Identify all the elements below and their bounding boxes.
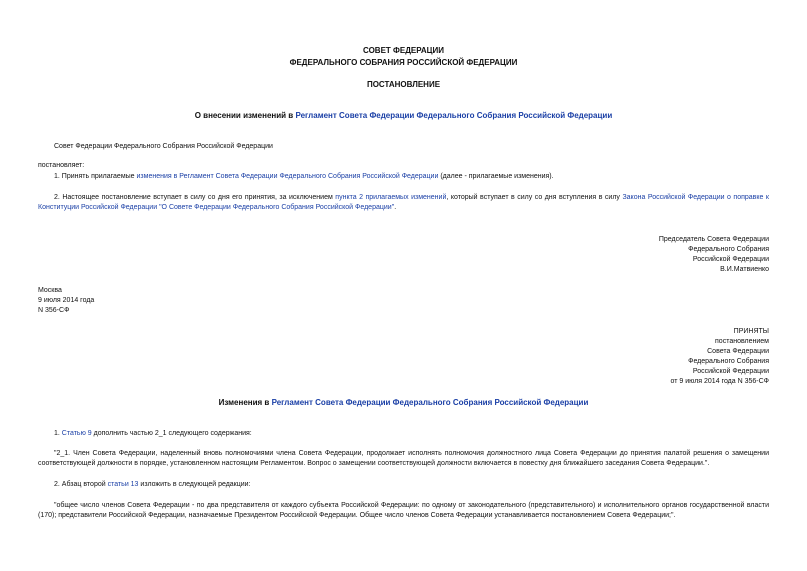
adopted-line-6: от 9 июля 2014 года N 356-СФ [670, 378, 769, 385]
signature-position-2: Федерального Собрания [688, 246, 769, 253]
place-date: 9 июля 2014 года [38, 297, 95, 304]
quote-1: "2_1. Член Совета Федерации, наделенный вновь полномочиями члена Совета Федерации, продолжает исполнять полномочия должностного лица Совета Федерации до принятия палатой решения о замещении соответствующей должности в порядке, установленном настоящим Регламентом. Вопрос о замещении соответствующей должности включается в повестку дня ближайшего заседания Совета Федерации.". [38, 450, 769, 467]
change-item-1: 1. Статью 9 дополнить частью 2_1 следующего содержания: [54, 430, 252, 437]
place-city: Москва [38, 287, 62, 294]
header-council: СОВЕТ ФЕДЕРАЦИИ [363, 46, 444, 55]
issuer-line: Совет Федерации Федерального Собрания Российской Федерации [54, 143, 273, 150]
quote-2: "общее число членов Совета Федерации - по два представителя от каждого субъекта Российской Федерации: по одному от законодательного (представительного) и исполнительного органов государственной власти (170); представители Российской Федерации, назначаемые Президентом Российской Федерации. Общее число членов Совета Федерации устанавливается постановлением Совета Федерации;". [38, 502, 769, 519]
document-title [0, 111, 807, 121]
paragraph-1: 1. Принять прилагаемые изменения в Регламент Совета Федерации Федерального Собрания Российской Федерации (далее - прилагаемые изменения). [54, 173, 554, 180]
document-type: ПОСТАНОВЛЕНИЕ [366, 80, 441, 89]
changes-link[interactable]: изменения в Регламент Совета Федерации Федерального Собрания Российской Федерации [136, 173, 439, 180]
title-prefix: О внесении изменений в [194, 111, 296, 120]
article-9-link[interactable]: Статью 9 [61, 430, 92, 437]
article-13-link[interactable]: статьи 13 [107, 481, 139, 488]
resolves-line: постановляет: [38, 162, 85, 169]
adopted-line-3: Совета Федерации [707, 348, 769, 355]
reglament-title-link[interactable]: Регламент Совета Федерации Федерального Собрания Российской Федерации [295, 111, 613, 120]
signature-position-1: Председатель Совета Федерации [658, 236, 769, 243]
changes-reglament-link[interactable]: Регламент Совета Федерации Федерального Собрания Российской Федерации [271, 398, 589, 407]
adopted-line-5: Российской Федерации [692, 368, 769, 375]
header-assembly: ФЕДЕРАЛЬНОГО СОБРАНИЯ РОССИЙСКОЙ ФЕДЕРАЦИИ [289, 58, 518, 67]
change-item-2: 2. Абзац второй статьи 13 изложить в следующей редакции: [54, 481, 251, 488]
paragraph-2: 2. Настоящее постановление вступает в силу со дня его принятия, за исключением пункта 2 прилагаемых изменений, который вступает в силу со дня вступления в силу Закона Российской Федерации о поправке к Конституции Российской Федерации "О Совете Федерации Федерального Собрания Российской Федерации". [38, 194, 769, 211]
adopted-line-1: ПРИНЯТЫ [733, 328, 769, 335]
signature-position-3: Российской Федерации [692, 256, 769, 263]
adopted-line-2: постановлением [715, 338, 769, 345]
document-number: N 356-СФ [38, 307, 70, 314]
signatory-name: В.И.Матвиенко [720, 266, 769, 273]
changes-title: Изменения в Регламент Совета Федерации Федерального Собрания Российской Федерации [218, 398, 589, 407]
adopted-line-4: Федерального Собрания [688, 358, 769, 365]
item-2-link[interactable]: пункта 2 прилагаемых изменений [335, 194, 447, 201]
constitution-amendment-link[interactable]: Закона Российской Федерации о поправке к Конституции Российской Федерации "О Совете Федерации Федерального Собрания Российской Федерации" [38, 194, 769, 211]
